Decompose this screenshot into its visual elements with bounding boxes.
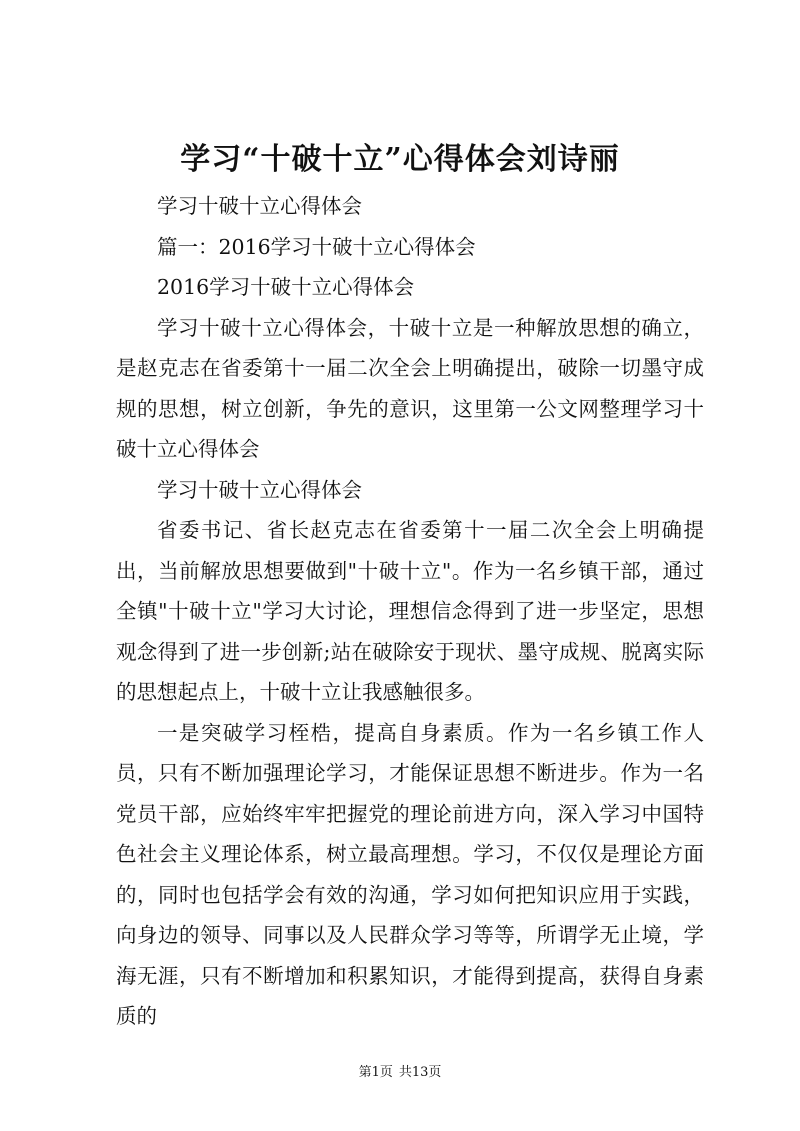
document-body xyxy=(116,186,704,1037)
paragraph: 学习十破十立心得体会 xyxy=(157,477,362,502)
page-footer xyxy=(0,1064,800,1082)
paragraph: 学习十破十立心得体会 xyxy=(157,194,362,218)
page-total: 共13页 xyxy=(398,1065,442,1080)
page-number: 第1页 xyxy=(358,1065,393,1080)
paragraph: 一是突破学习桎梏，提高自身素质。作为一名乡镇工作人员，只有不断加强理论学习，才能保证思想不断进步。作为一名党员干部，应始终牢牢把握党的理论前进方向，深入学习中国特色社会主义理论体系，树立最高理想。学习，不仅仅是理论方面的，同时也包括学会有效的沟通，学习如何把知识应用于实践，向身边的领导、同事以及人民群众学习等等，所谓学无止境，学海无涯，只有不断增加和积累知识，才能得到提高，获得自身素质的 xyxy=(116,720,704,1028)
paragraph: 省委书记、省长赵克志在省委第十一届二次全会上明确提出，当前解放思想要做到"十破十立"。作为一名乡镇干部，通过全镇"十破十立"学习大讨论，理想信念得到了进一步坚定，思想观念得到了进一步创新;站在破除安于现状、墨守成规、脱离实际的思想起点上，十破十立让我感触很多。 xyxy=(116,518,704,704)
document-title: 学习“十破十立”心得体会刘诗丽 xyxy=(180,142,620,177)
paragraph: 2016学习十破十立心得体会 xyxy=(157,275,415,299)
paragraph: 篇一：2016学习十破十立心得体会 xyxy=(157,234,476,259)
paragraph: 学习十破十立心得体会，十破十立是一种解放思想的确立，是赵克志在省委第十一届二次全会上明确提出，破除一切墨守成规的思想，树立创新，争先的意识，这里第一公文网整理学习十破十立心得体会 xyxy=(116,315,704,461)
